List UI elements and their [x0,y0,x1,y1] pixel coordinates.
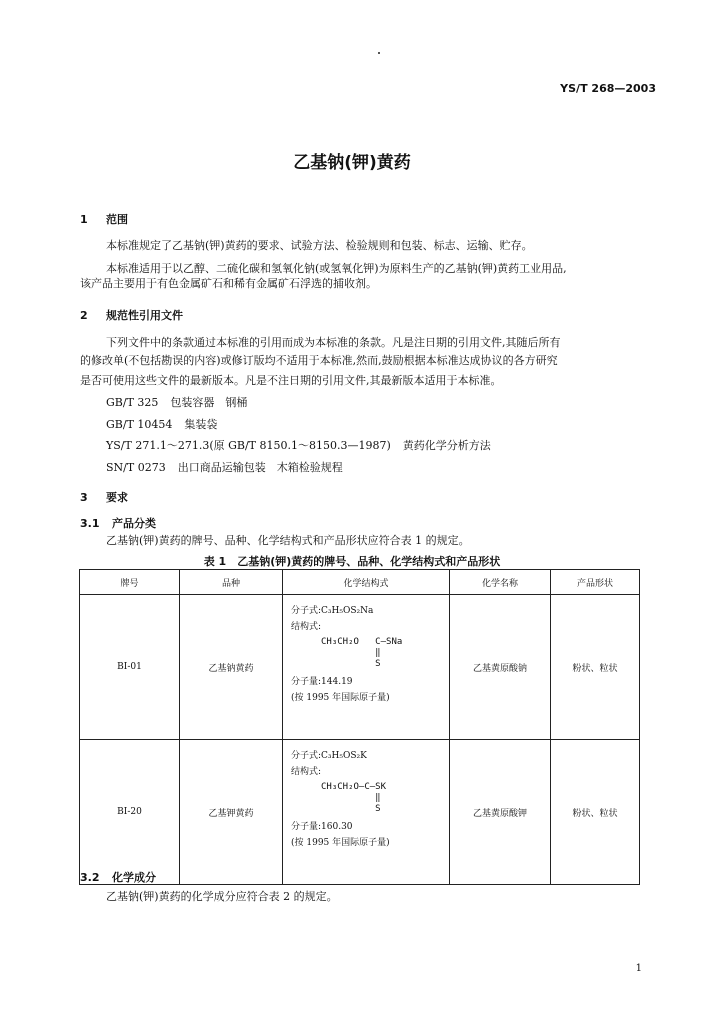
structure-label: 结构式: [291,622,322,632]
section-2-paragraph-line-2: 的修改单(不包括勘误的内容)或修订版均不适用于本标准,然而,鼓励根据本标准达成协议的各方研究 [80,354,558,367]
section-2-paragraph-line-3: 是否可使用这些文件的最新版本。凡是不注日期的引用文件,其最新版本适用于本标准。 [80,374,502,387]
section-1-paragraph-2-line-2: 该产品主要用于有色金属矿石和稀有金属矿石浮选的捕收剂。 [80,277,377,290]
section-1-paragraph-2-line-1: 本标准适用于以乙醇、二硫化碳和氢氧化钠(或氢氧化钾)为原料生产的乙基钠(钾)黄药工业用品, [106,262,567,275]
cell-variety: 乙基钾黄药 [180,740,283,885]
header-grade: 牌号 [80,570,180,595]
cell-chem-name: 乙基黄原酸钾 [450,740,551,885]
cell-chem-name: 乙基黄原酸钠 [450,595,551,740]
structural-formula [321,637,449,670]
cell-grade: BI-01 [80,595,180,740]
reference-item [106,416,229,432]
section-1-title: 范围 [106,213,128,226]
structure-label: 结构式: [291,767,322,777]
section-3-2-text: 乙基钠(钾)黄药的化学成分应符合表 2 的规定。 [106,890,338,903]
table-row [80,740,640,885]
header-chem-name: 化学名称 [450,570,551,595]
section-3-1-title: 产品分类 [112,517,156,530]
cell-variety: 乙基钠黄药 [180,595,283,740]
mass-note: (按 1995 年国际原子量) [291,838,390,848]
formula-line: CH₃CH₂O—C—SK [321,782,387,792]
formula-line: S [321,659,381,669]
document-title: 乙基钠(钾)黄药 [293,153,411,173]
formula-line: ‖ [321,648,381,658]
section-3-2-title: 化学成分 [112,871,156,884]
standard-number: YS/T 268—2003 [560,82,656,95]
formula-line: S [321,804,381,814]
reference-code: YS/T 271.1～271.3(原 GB/T 8150.1～8150.3—1987) [106,439,391,452]
table-1-caption: 表 1 乙基钠(钾)黄药的牌号、品种、化学结构式和产品形状 [203,555,501,568]
section-3-1-number: 3.1 [80,517,100,530]
structural-formula [321,782,449,815]
reference-code: SN/T 0273 [106,461,166,474]
section-1-number: 1 [80,213,88,226]
molecular-mass: 分子量:144.19 [291,677,353,687]
cell-structure [283,595,450,740]
reference-code: GB/T 325 [106,396,159,409]
cell-structure [283,740,450,885]
header-shape: 产品形状 [551,570,640,595]
reference-name: 集装袋 [184,418,218,431]
section-3-1-heading [80,515,156,531]
header-structure: 化学结构式 [283,570,450,595]
section-3-1-text: 乙基钠(钾)黄药的牌号、品种、化学结构式和产品形状应符合表 1 的规定。 [106,534,470,547]
reference-item [106,394,259,410]
table-header-row [80,570,640,595]
reference-name: 黄药化学分析方法 [402,439,491,452]
molecular-mass: 分子量:160.30 [291,822,353,832]
section-2-title: 规范性引用文件 [106,309,183,322]
molecular-formula: 分子式:C₃H₅OS₂K [291,751,367,761]
reference-item [106,437,503,453]
scan-speck [378,52,380,54]
reference-name: 出口商品运输包装 木箱检验规程 [177,461,343,474]
page-number: 1 [635,963,642,974]
section-2-paragraph-line-1: 下列文件中的条款通过本标准的引用而成为本标准的条款。凡是注日期的引用文件,其随后所有 [106,336,561,349]
section-3-title: 要求 [106,491,128,504]
formula-line: ‖ [321,793,381,803]
reference-code: GB/T 10454 [106,418,173,431]
section-1-paragraph-1: 本标准规定了乙基钠(钾)黄药的要求、试验方法、检验规则和包装、标志、运输、贮存。 [106,239,533,252]
section-2-heading [80,307,183,323]
reference-name: 包装容器 钢桶 [170,396,248,409]
table-row [80,595,640,740]
section-2-number: 2 [80,309,88,322]
cell-shape: 粉状、粒状 [551,595,640,740]
section-1-heading [80,211,128,227]
section-3-2-heading [80,869,156,885]
table-1 [79,569,640,885]
section-3-number: 3 [80,491,88,504]
section-3-2-number: 3.2 [80,871,100,884]
cell-grade: BI-20 [80,740,180,885]
header-variety: 品种 [180,570,283,595]
cell-shape: 粉状、粒状 [551,740,640,885]
mass-note: (按 1995 年国际原子量) [291,693,390,703]
formula-line: CH₃CH₂O C—SNa [321,637,403,647]
reference-item [106,459,355,475]
section-3-heading [80,489,128,505]
molecular-formula: 分子式:C₃H₅OS₂Na [291,606,374,616]
